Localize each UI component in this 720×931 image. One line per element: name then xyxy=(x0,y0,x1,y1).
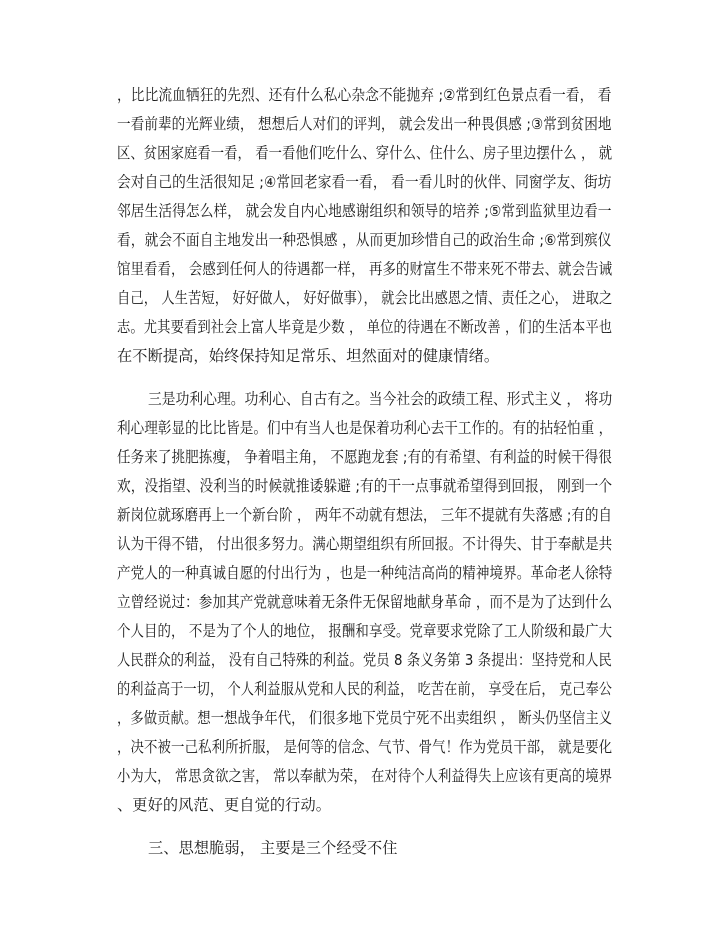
text-line: 、更好的风范、更自觉的行动。 xyxy=(117,796,332,814)
text-line: 会对自己的生活很知足 ;④常回老家看一看， 看一看儿时的伙伴、同窗学友、街坊 xyxy=(117,173,612,191)
text-line: 利心理彰显的比比皆是。们中有当人也是保着功利心去干工作的。有的拈轻怕重 ， xyxy=(117,419,613,437)
text-line: 人民群众的利益， 没有自己特殊的利益。党员 8 条义务第 3 条提出：坚持党和人民 xyxy=(117,651,612,669)
text-line: 欢，没指望、没利当的时候就推诿躲避 ;有的干一点事就希望得到回报， 刚到一个 xyxy=(117,477,613,495)
text-line: 的利益高于一切， 个人利益服从党和人民的利益， 吃苦在前， 享受在后， 克己奉公 xyxy=(117,680,613,698)
text-line: 小为大， 常思贪欲之害， 常以奉献为荣， 在对待个人利益得失上应该有更高的境界 xyxy=(117,767,613,785)
text-line: ，比比流血牺狂的先烈、还有什么私心杂念不能抛弃 ;②常到红色景点看一看， 看 xyxy=(117,86,612,104)
text-line: 邻居生活得怎么样， 就会发自内心地感谢组织和领导的培养 ;⑤常到监狱里边看一 xyxy=(117,202,612,220)
text-line: 个人目的， 不是为了个人的地位， 报酬和享受。党章要求党除了工人阶级和最广大 xyxy=(117,622,613,640)
text-line: 新岗位就琢磨再上一个新台阶 ， 两年不动就有想法， 三年不提就有失落感 ;有的自 xyxy=(117,506,612,524)
text-line: 在不断提高，始终保持知足常乐、坦然面对的健康情绪。 xyxy=(117,347,500,365)
text-line: 馆里看看， 会感到任何人的待遇都一样， 再多的财富生不带来死不带去、就会告诫 xyxy=(117,260,613,278)
text-line: 立曾经说过：参加其产党就意味着无条件无保留地献身革命 ，而不是为了达到什么 xyxy=(117,593,613,611)
paragraph-first-line: 三是功利心理。功利心、自古有之。当今社会的政绩工程、形式主义 ， 将功 xyxy=(148,390,613,408)
section-heading: 三、思想脆弱， 主要是三个经受不住 xyxy=(148,839,398,857)
text-line: ，多做贡献。想一想战争年代， 们很多地下党员宁死不出卖组织 ， 断头仍坚信主义 xyxy=(117,709,613,727)
text-line: 产党人的一种真诚自愿的付出行为 ，也是一种纯洁高尚的精神境界。革命老人徐特 xyxy=(117,564,613,582)
text-line: 自己， 人生苦短， 好好做人， 好好做事）， 就会比出感恩之情、责任之心， 进取之 xyxy=(117,289,613,307)
text-line: 区、贫困家庭看一看， 看一看他们吃什么、穿什么、住什么、房子里边摆什么 ， 就 xyxy=(117,144,613,162)
text-line: 任务来了挑肥拣瘦， 争着唱主角， 不愿跑龙套 ;有的有希望、有利益的时候干得很 xyxy=(117,448,613,466)
text-line: 认为干得不错， 付出很多努力。满心期望组织有所回报。不计得失、甘于奉献是共 xyxy=(117,535,613,553)
text-line: 看，就会不面自主地发出一种恐惧感 ，从而更加珍惜自己的政治生命 ;⑥常到殡仪 xyxy=(117,231,612,249)
text-line: ，决不被一己私利所折服， 是何等的信念、气节、骨气！作为党员干部， 就是要化 xyxy=(117,738,613,756)
text-line: 志。尤其要看到社会上富人毕竟是少数 ， 单位的待遇在不断改善 ，们的生活本平也 xyxy=(117,318,613,336)
text-line: 一看前辈的光辉业绩， 想想后人对们的评判， 就会发出一种畏俱感 ;③常到贫困地 xyxy=(117,115,612,133)
